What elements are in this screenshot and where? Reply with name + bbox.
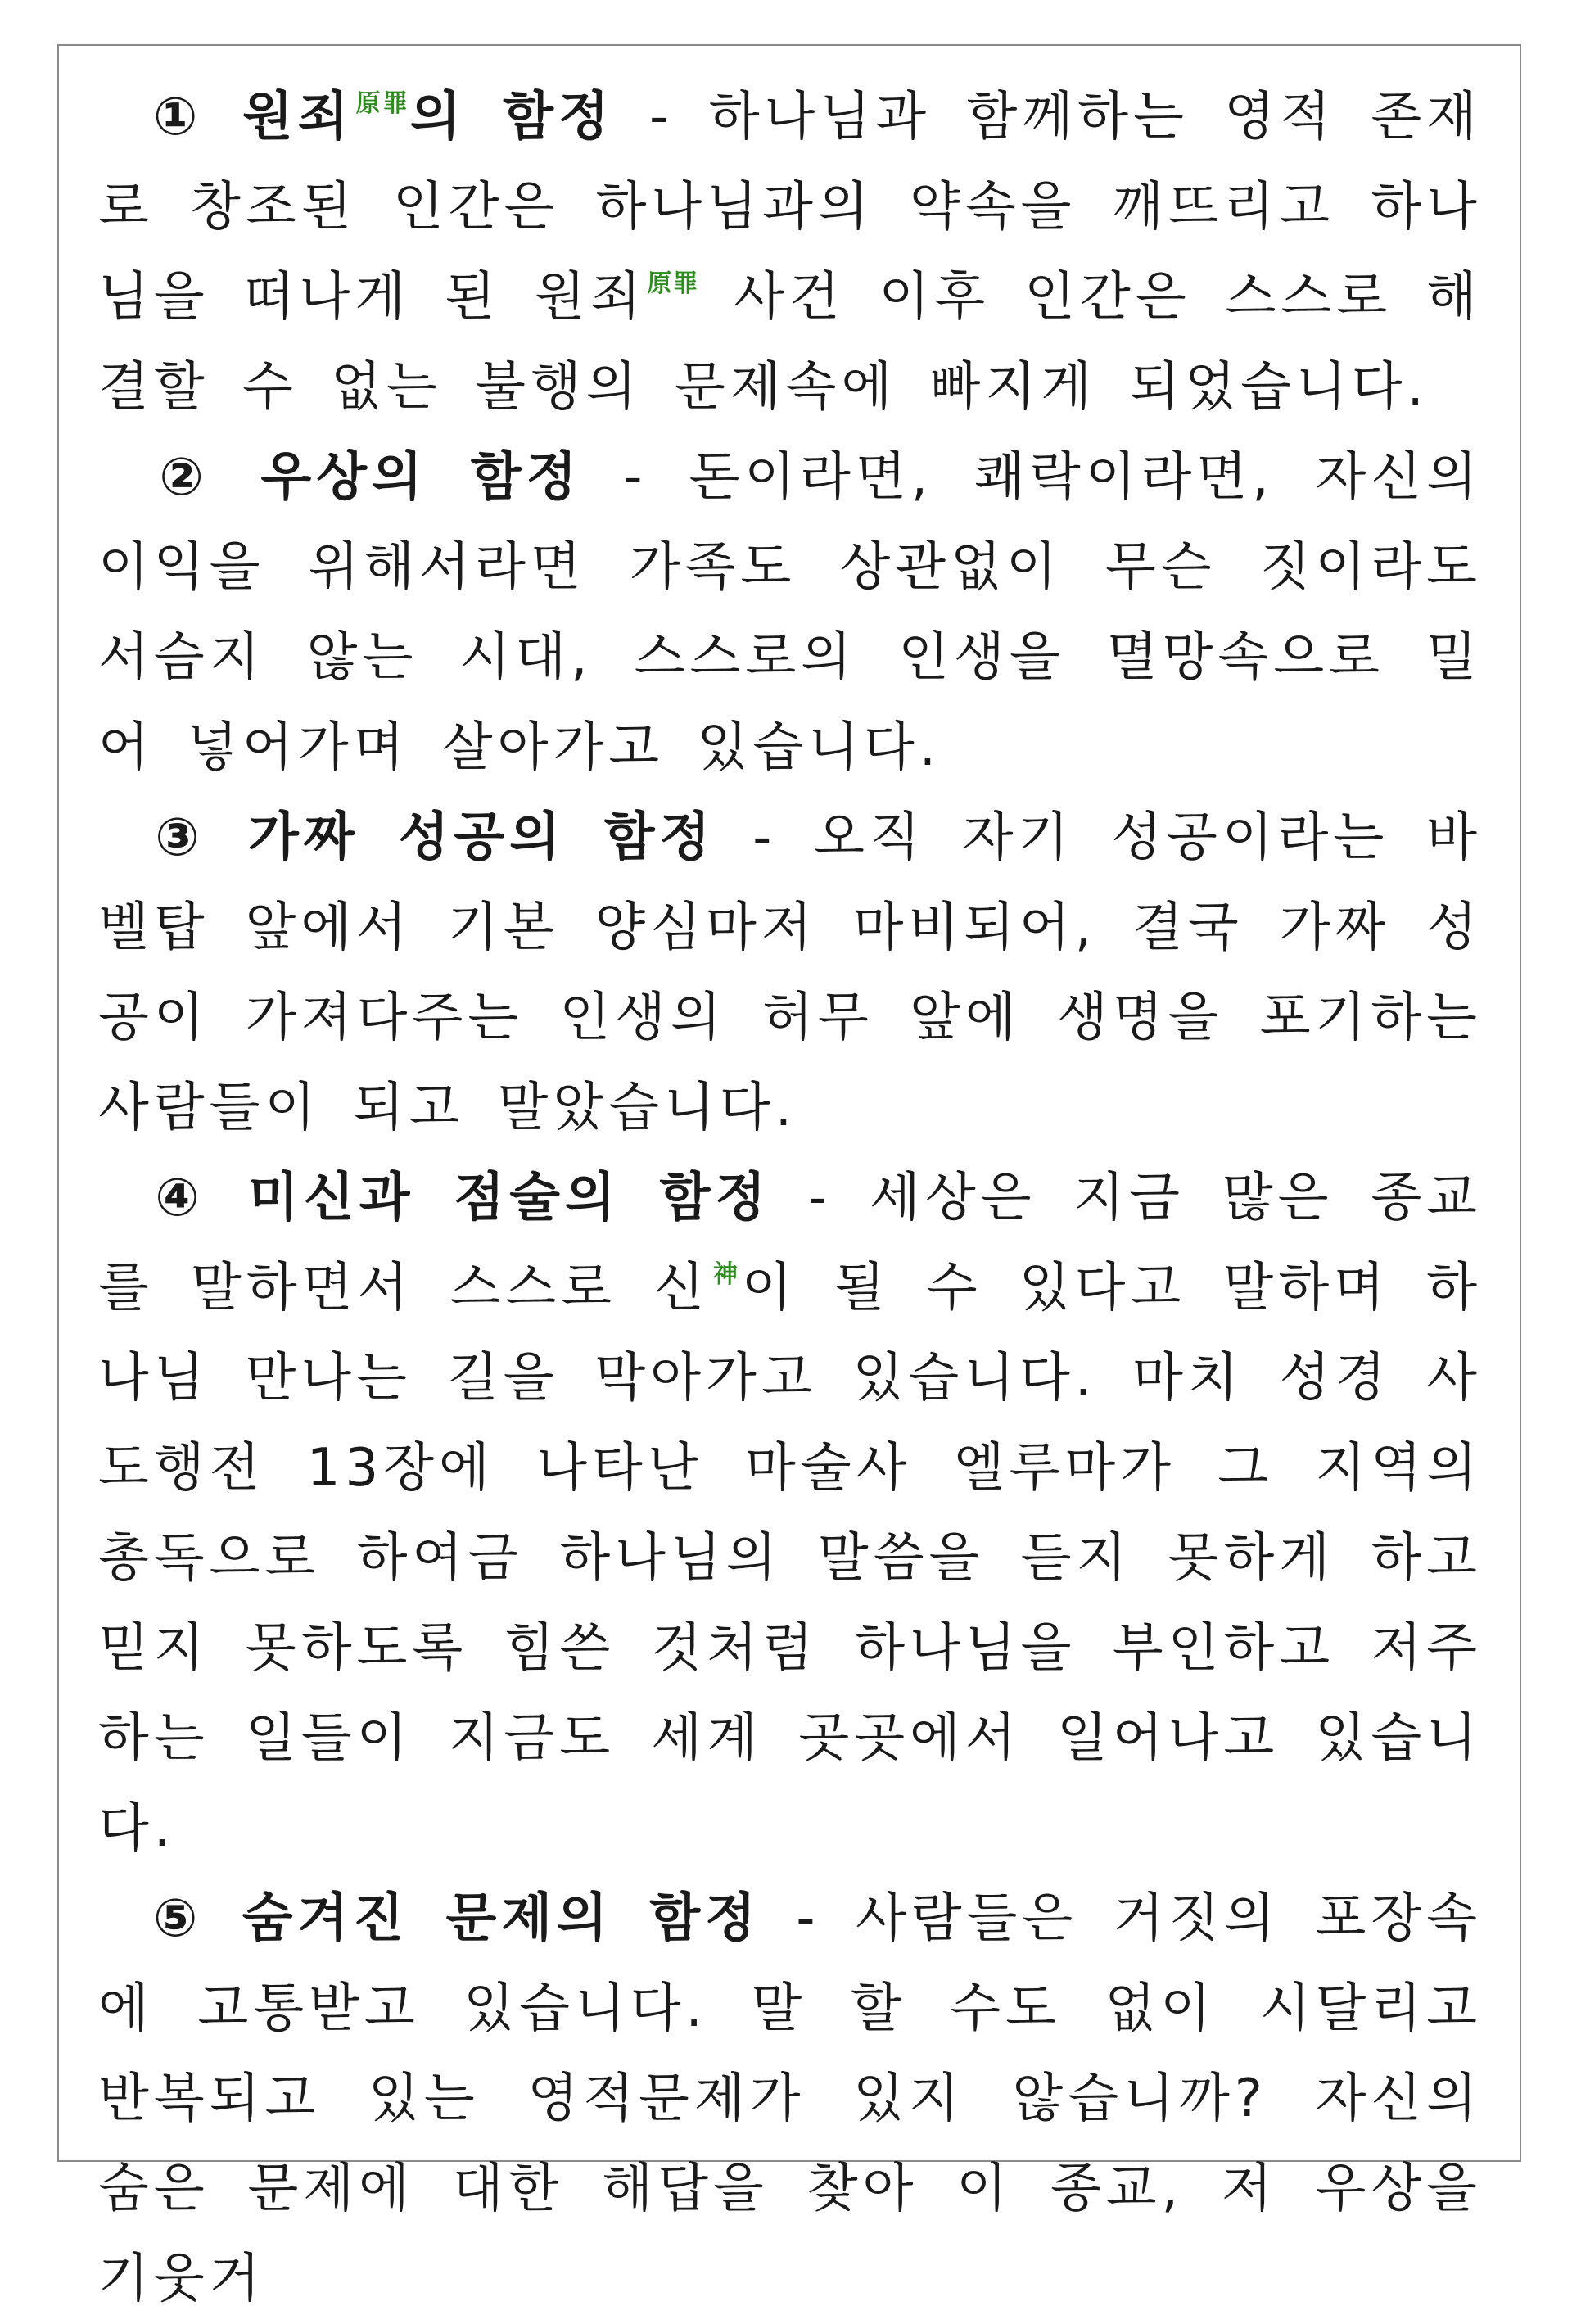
- paragraph-number: ⑤: [151, 1888, 206, 1949]
- paragraph-superstition: [98, 1153, 1482, 1874]
- paragraph-body: - 돈이라면, 쾌락이라면, 자신의 이익을 위해서라면 가족도 상관없이 무슨 짓이라도 서슴지 않는 시대, 스스로의 인생을 멸망속으로 밀어 넣어가며 살아가고 있습니다.: [98, 447, 1483, 778]
- paragraph-body-continued: 이 될 수 있다고 말하며 하나님 만나는 길을 막아가고 있습니다. 마치 성경 사도행전 13장에 나타난 마술사 엘루마가 그 지역의 총독으로 하여금 하나님의 말씀을 듣지 못하게 하고 믿지 못하도록 힘쓴 것처럼 하나님을 부인하고 저주하는 일들이 지금도 세계 곳곳에서 일어나고 있습니다.: [98, 1258, 1482, 1859]
- paragraph-number: ①: [151, 87, 206, 147]
- hanja-annotation: 神: [709, 1260, 742, 1289]
- paragraph-heading: ④ 미신과 점술의 함정: [151, 1168, 771, 1228]
- paragraph-number: ③: [151, 807, 210, 868]
- paragraph-body: - 하나님과 함께하는 영적 존재로 창조된 인간은 하나님과의 약속을 깨뜨리고 하나님을 떠나게 된 원죄: [98, 87, 1483, 328]
- paragraph-heading: ① 원죄$^{原罪}$의 함정: [151, 87, 614, 147]
- paragraph-number: ②: [151, 447, 218, 508]
- paragraph-number: ④: [151, 1168, 210, 1228]
- hanja-annotation: 原罪: [353, 89, 410, 118]
- paragraph-idol: [98, 432, 1482, 793]
- paragraph-heading: ⑤ 숨겨진 문제의 함정: [151, 1888, 761, 1949]
- paragraph-body: - 세상은 지금 많은 종교를 말하면서 스스로 신: [98, 1168, 1483, 1318]
- paragraph-fake-success: [98, 793, 1482, 1153]
- document-body: [98, 72, 1482, 2324]
- paragraph-heading: ③ 가짜 성공의 함정: [151, 807, 716, 868]
- paragraph-body: - 사람들은 거짓의 포장속에 고통받고 있습니다. 말 할 수도 없이 시달리고 반복되고 있는 영적문제가 있지 않습니까? 자신의 숨은 문제에 대한 해답을 찾아 이 종교, 저 우상을 기웃거: [98, 1888, 1483, 2309]
- paragraph-body: - 오직 자기 성공이라는 바벨탑 앞에서 기본 양심마저 마비되어, 결국 가짜 성공이 가져다주는 인생의 허무 앞에 생명을 포기하는 사람들이 되고 말았습니다.: [98, 807, 1482, 1138]
- paragraph-body-continued: 사건 이후 인간은 스스로 해결할 수 없는 불행의 문제속에 빠지게 되었습니다.: [98, 267, 1483, 418]
- paragraph-original-sin: [98, 72, 1482, 432]
- hanja-annotation: 原罪: [645, 269, 699, 298]
- paragraph-heading: ② 우상의 함정: [151, 447, 582, 508]
- paragraph-hidden-problem: [98, 1874, 1482, 2324]
